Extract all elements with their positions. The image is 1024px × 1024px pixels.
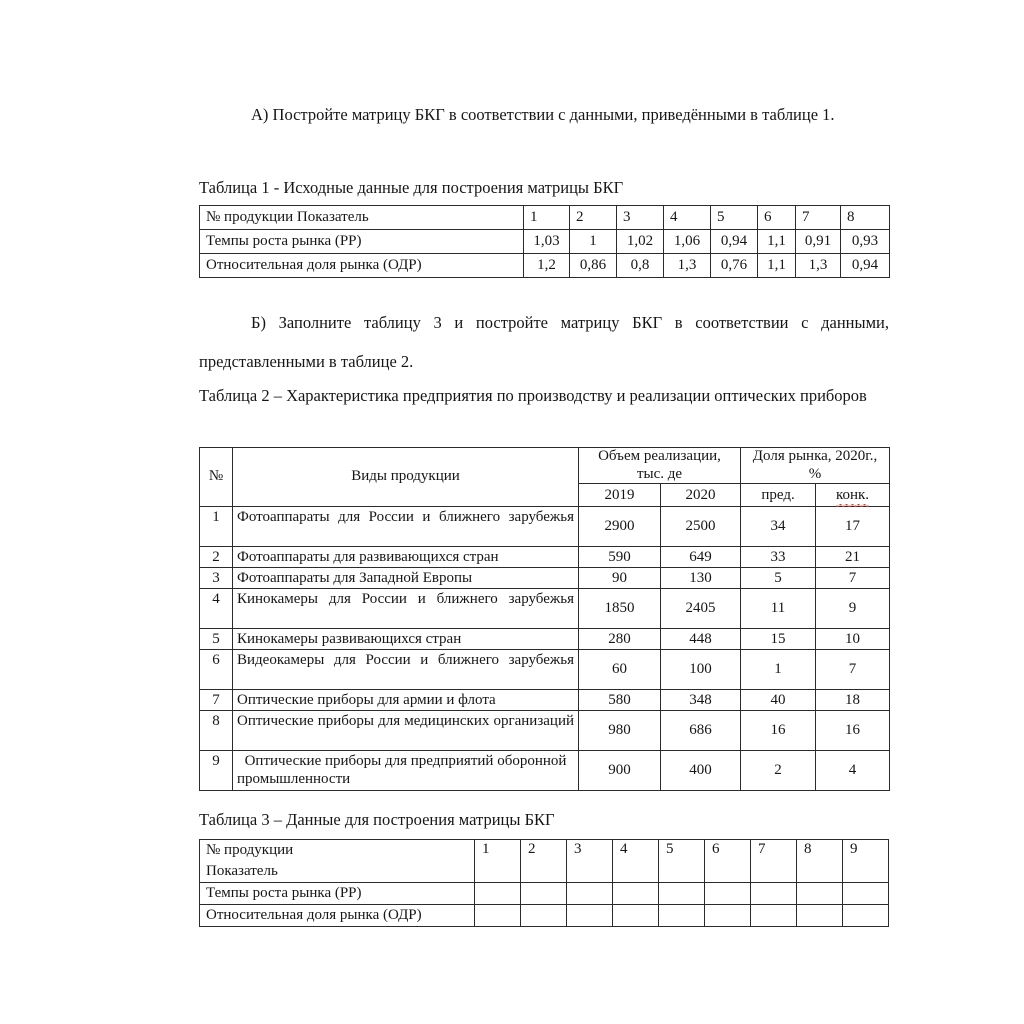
spellcheck-underline: конк. (835, 486, 870, 503)
table3-empty-cell[interactable] (659, 883, 705, 905)
table3-empty-cell[interactable] (797, 905, 843, 927)
table1-cell: 0,93 (841, 230, 890, 254)
table2-cell-comp: 18 (816, 690, 890, 711)
table1-product-number: 7 (796, 206, 841, 230)
table3-product-number: 4 (613, 840, 659, 883)
table-row (200, 230, 890, 254)
table2-header-product-types: Виды продукции (233, 448, 579, 507)
table2-cell-v2020: 2500 (661, 507, 741, 547)
table2-cell-v2020: 2405 (661, 589, 741, 629)
table3-product-number: 2 (521, 840, 567, 883)
table2-cell-prev: 34 (741, 507, 816, 547)
table1-cell: 1,3 (796, 254, 841, 278)
table1-product-number: 1 (524, 206, 570, 230)
table1-cell: 1,03 (524, 230, 570, 254)
table2-cell-prev: 40 (741, 690, 816, 711)
table2-row-num: 5 (200, 629, 233, 650)
table3-empty-cell[interactable] (475, 883, 521, 905)
table2-header-num: № (200, 448, 233, 507)
caption-table-1: Таблица 1 - Исходные данные для построения матрицы БКГ (199, 178, 624, 197)
table2-cell-v2020: 348 (661, 690, 741, 711)
table2-cell-prev: 5 (741, 568, 816, 589)
table3-empty-cell[interactable] (475, 905, 521, 927)
table2-row-product: Фотоаппараты для развивающихся стран (233, 547, 579, 568)
table3-empty-cell[interactable] (705, 905, 751, 927)
table2-row-product: Фотоаппараты для Западной Европы (233, 568, 579, 589)
table3-row-label: Относительная доля рынка (ОДР) (200, 905, 475, 927)
table1-product-number: 5 (711, 206, 758, 230)
table2-row-product: Оптические приборы для армии и флота (233, 690, 579, 711)
table2-cell-comp: 10 (816, 629, 890, 650)
table1-row-label: Относительная доля рынка (ОДР) (200, 254, 524, 278)
table3-product-number: 6 (705, 840, 751, 883)
table2-cell-comp: 17 (816, 507, 890, 547)
table2-row-product: Видеокамеры для России и ближнего зарубежья (233, 650, 579, 690)
paragraph-task-b (199, 303, 889, 381)
table2-cell-v2019: 980 (579, 711, 661, 751)
table1-cell: 1 (570, 230, 617, 254)
table-row (200, 568, 890, 589)
table2-row-num: 3 (200, 568, 233, 589)
table2-cell-comp: 16 (816, 711, 890, 751)
table-row (200, 629, 890, 650)
table1-cell: 0,94 (841, 254, 890, 278)
table3-product-number: 9 (843, 840, 889, 883)
table3-product-number: 7 (751, 840, 797, 883)
table-row (200, 690, 890, 711)
table1-product-number: 2 (570, 206, 617, 230)
table-3-bcg-matrix-data (199, 839, 889, 927)
table2-cell-v2020: 100 (661, 650, 741, 690)
table3-empty-cell[interactable] (705, 883, 751, 905)
table2-row-num: 6 (200, 650, 233, 690)
table-header-row (200, 840, 889, 862)
table3-empty-cell[interactable] (843, 905, 889, 927)
table2-cell-v2019: 60 (579, 650, 661, 690)
table3-product-number: 1 (475, 840, 521, 883)
table3-empty-cell[interactable] (521, 905, 567, 927)
paragraph-task-a (199, 95, 889, 134)
table2-cell-prev: 1 (741, 650, 816, 690)
table2-cell-prev: 11 (741, 589, 816, 629)
table2-row-num: 1 (200, 507, 233, 547)
table2-row-num: 9 (200, 751, 233, 791)
table2-header-share-group: Доля рынка, 2020г., % (741, 448, 890, 484)
table3-product-number: 8 (797, 840, 843, 883)
table2-cell-v2019: 580 (579, 690, 661, 711)
table-row (200, 751, 890, 791)
table1-cell: 0,86 (570, 254, 617, 278)
table2-cell-v2019: 1850 (579, 589, 661, 629)
table2-row-num: 2 (200, 547, 233, 568)
table2-row-num: 8 (200, 711, 233, 751)
table-row (200, 589, 890, 629)
table2-row-product: Фотоаппараты для России и ближнего зарубежья (233, 507, 579, 547)
table2-header-competitor (816, 484, 890, 507)
table2-row-product: Кинокамеры для России и ближнего зарубежья (233, 589, 579, 629)
table2-cell-comp: 4 (816, 751, 890, 791)
table1-row-label: Темпы роста рынка (РР) (200, 230, 524, 254)
table-1-bcg-source-data (199, 205, 890, 278)
table3-header-indicator: Показатель (200, 861, 475, 883)
table1-cell: 0,91 (796, 230, 841, 254)
table3-empty-cell[interactable] (567, 905, 613, 927)
table3-empty-cell[interactable] (567, 883, 613, 905)
table3-empty-cell[interactable] (751, 883, 797, 905)
table2-row-product: Оптические приборы для предприятий оборонной промышленности (233, 751, 579, 791)
table2-cell-v2020: 130 (661, 568, 741, 589)
table2-cell-comp: 7 (816, 650, 890, 690)
table1-row-header-label: № продукции Показатель (200, 206, 524, 230)
table2-cell-v2020: 686 (661, 711, 741, 751)
table2-cell-v2019: 900 (579, 751, 661, 791)
table-row (200, 547, 890, 568)
table2-cell-prev: 16 (741, 711, 816, 751)
table3-empty-cell[interactable] (751, 905, 797, 927)
table2-row-product: Кинокамеры развивающихся стран (233, 629, 579, 650)
paragraph-task-b-text: Б) Заполните таблицу 3 и постройте матрицу БКГ в соответствии с данными, представленными в таблице 2. (199, 313, 889, 371)
table1-product-number: 3 (617, 206, 664, 230)
table3-empty-cell[interactable] (797, 883, 843, 905)
table1-cell: 1,02 (617, 230, 664, 254)
table-header-row (200, 448, 890, 484)
table3-empty-cell[interactable] (659, 905, 705, 927)
paragraph-task-a-text: А) Постройте матрицу БКГ в соответствии с данными, приведёнными в таблице 1. (251, 105, 835, 124)
table-row (200, 905, 889, 927)
table3-product-number: 5 (659, 840, 705, 883)
table2-cell-v2019: 90 (579, 568, 661, 589)
table2-cell-v2020: 649 (661, 547, 741, 568)
table2-cell-comp: 21 (816, 547, 890, 568)
table1-cell: 0,76 (711, 254, 758, 278)
table3-empty-cell[interactable] (843, 883, 889, 905)
table2-cell-v2019: 2900 (579, 507, 661, 547)
table-row (200, 206, 890, 230)
caption-table-2: Таблица 2 – Характеристика предприятия по производству и реализации оптических приборов (199, 386, 867, 405)
table-2-enterprise-characteristics (199, 447, 890, 791)
table2-header-prev: пред. (741, 484, 816, 507)
caption-table-3: Таблица 3 – Данные для построения матрицы БКГ (199, 810, 555, 829)
table2-header-volume-group: Объем реализации, тыс. де (579, 448, 741, 484)
table3-row-label: Темпы роста рынка (РР) (200, 883, 475, 905)
table-row (200, 711, 890, 751)
table1-cell: 0,94 (711, 230, 758, 254)
table3-product-number: 3 (567, 840, 613, 883)
table-row (200, 507, 890, 547)
table2-row-product: Оптические приборы для медицинских организаций (233, 711, 579, 751)
table-row (200, 254, 890, 278)
table2-cell-comp: 9 (816, 589, 890, 629)
table-row (200, 883, 889, 905)
table1-cell: 1,3 (664, 254, 711, 278)
table1-cell: 1,1 (758, 254, 796, 278)
table2-cell-v2020: 448 (661, 629, 741, 650)
table1-product-number: 4 (664, 206, 711, 230)
table3-empty-cell[interactable] (613, 905, 659, 927)
table2-cell-prev: 2 (741, 751, 816, 791)
table2-cell-prev: 15 (741, 629, 816, 650)
table1-cell: 0,8 (617, 254, 664, 278)
table2-cell-v2019: 280 (579, 629, 661, 650)
table2-cell-comp: 7 (816, 568, 890, 589)
table3-empty-cell[interactable] (613, 883, 659, 905)
table-row (200, 650, 890, 690)
table2-header-year-2020: 2020 (661, 484, 741, 507)
table2-row-num: 7 (200, 690, 233, 711)
table1-product-number: 6 (758, 206, 796, 230)
table1-cell: 1,2 (524, 254, 570, 278)
table2-cell-v2020: 400 (661, 751, 741, 791)
table2-row-num: 4 (200, 589, 233, 629)
table1-product-number: 8 (841, 206, 890, 230)
table2-cell-v2019: 590 (579, 547, 661, 568)
table2-cell-prev: 33 (741, 547, 816, 568)
table3-header-product-number: № продукции (200, 840, 475, 862)
table2-header-year-2019: 2019 (579, 484, 661, 507)
table1-cell: 1,06 (664, 230, 711, 254)
table3-empty-cell[interactable] (521, 883, 567, 905)
table1-cell: 1,1 (758, 230, 796, 254)
